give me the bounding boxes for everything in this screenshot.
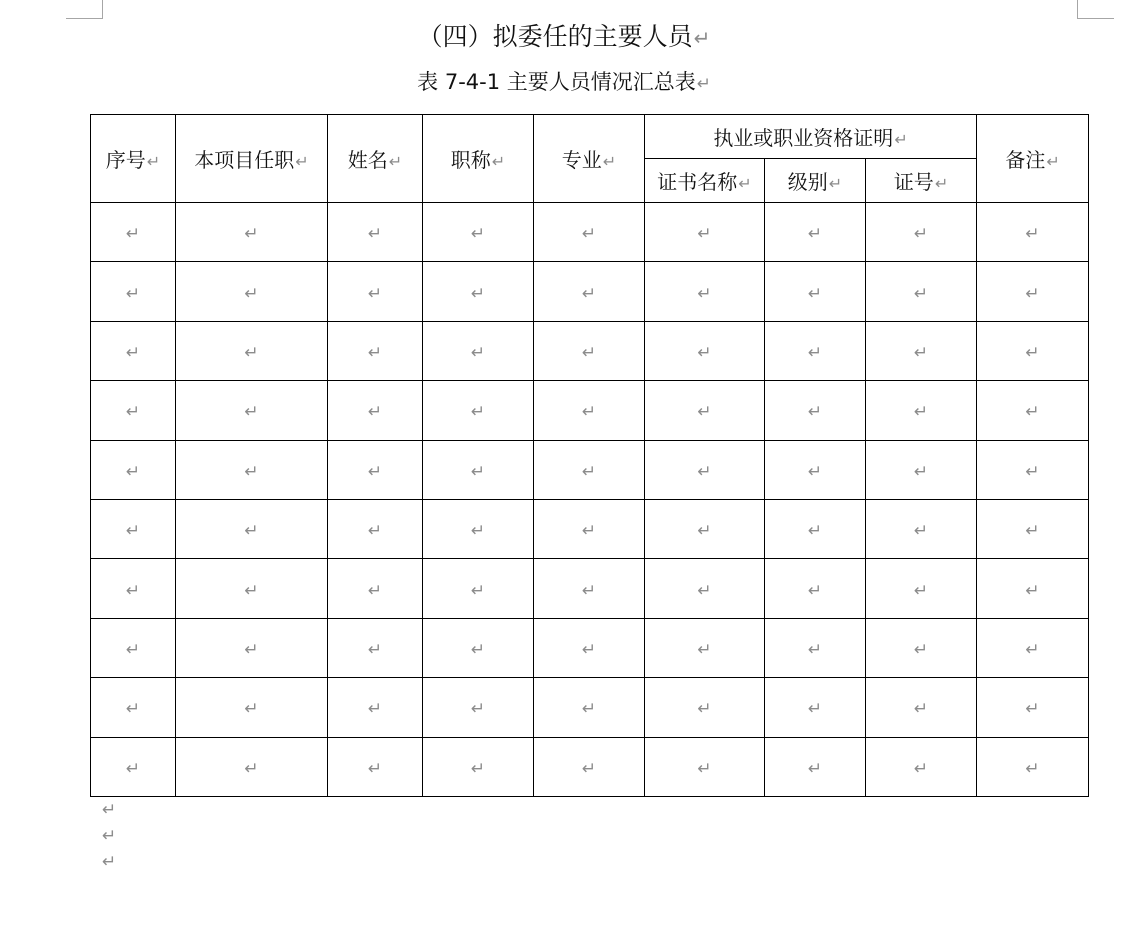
table-row	[91, 440, 1089, 499]
header-title: 职称↵	[423, 115, 534, 203]
paragraph-mark: ↵	[1025, 224, 1040, 245]
table-cell	[534, 203, 645, 262]
paragraph-mark: ↵	[367, 402, 383, 423]
table-cell	[328, 618, 423, 677]
paragraph-mark: ↵	[146, 152, 161, 171]
table-cell	[645, 737, 765, 796]
table-cell	[328, 678, 423, 737]
table-cell	[866, 737, 977, 796]
table-cell	[866, 678, 977, 737]
table-cell	[977, 262, 1089, 321]
table-cell	[765, 559, 866, 618]
header-qualification-group: 执业或职业资格证明↵	[645, 115, 977, 159]
table-row	[91, 618, 1089, 677]
paragraph-mark: ↵	[244, 224, 259, 245]
paragraph-mark: ↵	[367, 283, 383, 304]
paragraph-mark: ↵	[697, 639, 712, 660]
table-cell	[645, 559, 765, 618]
paragraph-mark: ↵	[581, 402, 597, 423]
paragraph-mark: ↵	[367, 224, 383, 245]
paragraph-mark: ↵	[1025, 639, 1040, 660]
paragraph-mark: ↵	[697, 699, 712, 720]
paragraph-mark: ↵	[470, 580, 486, 601]
paragraph-mark: ↵	[697, 521, 712, 542]
paragraph-mark: ↵	[1025, 342, 1040, 363]
paragraph-mark: ↵	[244, 342, 259, 363]
paragraph-mark: ↵	[102, 852, 117, 872]
paragraph-mark: ↵	[367, 758, 383, 779]
table-cell	[534, 618, 645, 677]
table-cell	[176, 618, 328, 677]
table-cell	[977, 381, 1089, 440]
paragraph-mark: ↵	[807, 402, 823, 423]
paragraph-mark: ↵	[1046, 152, 1060, 171]
paragraph-mark: ↵	[913, 699, 929, 720]
paragraph-mark: ↵	[581, 580, 597, 601]
paragraph-mark: ↵	[913, 580, 929, 601]
paragraph-mark: ↵	[244, 283, 259, 304]
table-row	[91, 203, 1089, 262]
table-cell	[328, 203, 423, 262]
header-index: 序号↵	[91, 115, 176, 203]
table-cell	[91, 499, 176, 558]
paragraph-mark: ↵	[581, 224, 597, 245]
table-cell	[423, 618, 534, 677]
paragraph-mark: ↵	[602, 152, 617, 171]
header-major: 专业↵	[534, 115, 645, 203]
paragraph-mark: ↵	[367, 342, 383, 363]
table-cell	[423, 440, 534, 499]
header-level: 级别↵	[765, 159, 866, 203]
table-cell	[91, 440, 176, 499]
table-cell	[534, 381, 645, 440]
table-cell	[866, 262, 977, 321]
table-cell	[423, 203, 534, 262]
paragraph-mark: ↵	[470, 283, 486, 304]
paragraph-mark: ↵	[470, 342, 486, 363]
paragraph-mark: ↵	[125, 639, 141, 660]
paragraph-mark: ↵	[697, 461, 712, 482]
table-cell	[176, 678, 328, 737]
table-cell	[176, 499, 328, 558]
table-cell	[176, 381, 328, 440]
table-cell	[423, 678, 534, 737]
paragraph-mark: ↵	[581, 758, 597, 779]
paragraph-mark: ↵	[807, 758, 823, 779]
table-cell	[645, 203, 765, 262]
table-cell	[866, 381, 977, 440]
paragraph-mark: ↵	[125, 224, 141, 245]
header-remarks: 备注↵	[977, 115, 1089, 203]
table-cell	[645, 618, 765, 677]
table-cell	[645, 440, 765, 499]
paragraph-mark: ↵	[738, 174, 752, 193]
table-cell	[866, 618, 977, 677]
table-cell	[765, 678, 866, 737]
table-cell	[328, 381, 423, 440]
table-cell	[765, 618, 866, 677]
table-cell	[328, 440, 423, 499]
table-cell	[765, 262, 866, 321]
table-cell	[91, 678, 176, 737]
table-cell	[765, 499, 866, 558]
table-cell	[328, 559, 423, 618]
paragraph-mark: ↵	[125, 699, 141, 720]
paragraph-mark: ↵	[807, 283, 823, 304]
paragraph-mark: ↵	[581, 699, 597, 720]
paragraph-mark: ↵	[697, 283, 712, 304]
table-row	[91, 559, 1089, 618]
table-cell	[977, 440, 1089, 499]
table-cell	[91, 618, 176, 677]
staff-summary-table	[90, 114, 1089, 797]
paragraph-mark: ↵	[125, 521, 141, 542]
table-cell	[423, 381, 534, 440]
paragraph-mark: ↵	[102, 800, 117, 820]
table-cell	[91, 381, 176, 440]
paragraph-mark: ↵	[913, 283, 929, 304]
paragraph-mark: ↵	[367, 639, 383, 660]
paragraph-mark: ↵	[581, 639, 597, 660]
table-cell	[176, 737, 328, 796]
paragraph-mark: ↵	[913, 639, 929, 660]
paragraph-mark: ↵	[913, 758, 929, 779]
paragraph-mark: ↵	[367, 521, 383, 542]
table-cell	[423, 262, 534, 321]
paragraph-mark: ↵	[470, 521, 486, 542]
paragraph-mark: ↵	[125, 342, 141, 363]
table-cell	[423, 321, 534, 380]
table-cell	[765, 440, 866, 499]
paragraph-mark: ↵	[697, 758, 712, 779]
paragraph-mark: ↵	[581, 342, 597, 363]
table-cell	[176, 203, 328, 262]
table-cell	[328, 262, 423, 321]
paragraph-mark: ↵	[697, 224, 712, 245]
table-cell	[534, 678, 645, 737]
paragraph-mark: ↵	[807, 699, 823, 720]
table-cell	[423, 499, 534, 558]
table-cell	[534, 559, 645, 618]
table-cell	[645, 262, 765, 321]
page-corner-mark-top-right	[1077, 0, 1114, 19]
table-cell	[866, 499, 977, 558]
table-cell	[866, 440, 977, 499]
table-cell	[977, 678, 1089, 737]
table-cell	[765, 321, 866, 380]
table-cell	[645, 321, 765, 380]
table-row	[91, 678, 1089, 737]
table-cell	[423, 737, 534, 796]
table-cell	[176, 262, 328, 321]
table-cell	[645, 381, 765, 440]
table-cell	[534, 262, 645, 321]
paragraph-mark: ↵	[295, 152, 309, 171]
paragraph-mark: ↵	[244, 758, 259, 779]
table-cell	[977, 321, 1089, 380]
table-cell	[645, 678, 765, 737]
table-cell	[91, 737, 176, 796]
paragraph-mark: ↵	[807, 224, 823, 245]
paragraph-mark: ↵	[807, 580, 823, 601]
paragraph-mark: ↵	[913, 521, 929, 542]
paragraph-mark: ↵	[470, 699, 486, 720]
paragraph-mark: ↵	[894, 130, 908, 149]
header-position: 本项目任职↵	[176, 115, 328, 203]
paragraph-mark: ↵	[807, 639, 823, 660]
paragraph-mark: ↵	[367, 461, 383, 482]
paragraph-mark: ↵	[913, 342, 929, 363]
paragraph-mark: ↵	[807, 461, 823, 482]
paragraph-mark: ↵	[470, 461, 486, 482]
table-cell	[176, 440, 328, 499]
paragraph-mark: ↵	[581, 283, 597, 304]
paragraph-mark: ↵	[244, 639, 259, 660]
paragraph-mark: ↵	[470, 758, 486, 779]
paragraph-mark: ↵	[244, 699, 259, 720]
table-cell	[534, 321, 645, 380]
paragraph-mark: ↵	[581, 461, 597, 482]
paragraph-mark: ↵	[125, 402, 141, 423]
paragraph-mark: ↵	[367, 699, 383, 720]
table-cell	[866, 203, 977, 262]
header-cert-name: 证书名称↵	[645, 159, 765, 203]
header-name: 姓名↵	[328, 115, 423, 203]
paragraph-mark: ↵	[470, 402, 486, 423]
table-cell	[328, 321, 423, 380]
table-body	[91, 203, 1089, 797]
table-cell	[866, 559, 977, 618]
paragraph-mark: ↵	[828, 174, 843, 193]
table-cell	[977, 499, 1089, 558]
table-cell	[765, 737, 866, 796]
table-cell	[977, 737, 1089, 796]
paragraph-mark: ↵	[367, 580, 383, 601]
table-cell	[176, 321, 328, 380]
paragraph-mark: ↵	[244, 402, 259, 423]
paragraph-mark: ↵	[913, 402, 929, 423]
table-cell	[328, 737, 423, 796]
table-caption: 表 7-4-1 主要人员情况汇总表	[417, 70, 696, 94]
paragraph-mark: ↵	[1025, 402, 1040, 423]
table-cell	[176, 559, 328, 618]
paragraph-mark: ↵	[697, 342, 712, 363]
table-cell	[977, 203, 1089, 262]
table-row	[91, 381, 1089, 440]
table-row	[91, 499, 1089, 558]
table-row	[91, 737, 1089, 796]
paragraph-mark: ↵	[491, 152, 506, 171]
paragraph-mark: ↵	[1025, 699, 1040, 720]
paragraph-mark: ↵	[1025, 580, 1040, 601]
header-cert-no: 证号↵	[866, 159, 977, 203]
header-row	[91, 115, 1089, 159]
table-cell	[534, 499, 645, 558]
paragraph-mark: ↵	[697, 402, 712, 423]
paragraph-mark: ↵	[581, 521, 597, 542]
paragraph-mark: ↵	[693, 26, 711, 50]
paragraph-mark: ↵	[388, 152, 403, 171]
paragraph-mark: ↵	[244, 580, 259, 601]
paragraph-mark: ↵	[807, 521, 823, 542]
paragraph-mark: ↵	[913, 461, 929, 482]
paragraph-mark: ↵	[244, 521, 259, 542]
paragraph-mark: ↵	[696, 73, 711, 93]
table-cell	[423, 559, 534, 618]
paragraph-mark: ↵	[697, 580, 712, 601]
paragraph-mark: ↵	[244, 461, 259, 482]
table-cell	[91, 203, 176, 262]
table-cell	[977, 618, 1089, 677]
paragraph-mark: ↵	[125, 461, 141, 482]
paragraph-mark: ↵	[470, 639, 486, 660]
section-title-line	[0, 19, 1128, 56]
paragraph-mark: ↵	[1025, 521, 1040, 542]
table-cell	[91, 559, 176, 618]
table-cell	[534, 737, 645, 796]
paragraph-mark: ↵	[125, 580, 141, 601]
paragraph-mark: ↵	[470, 224, 486, 245]
paragraph-mark: ↵	[807, 342, 823, 363]
page-corner-mark-top-left	[66, 0, 103, 19]
paragraph-mark: ↵	[1025, 283, 1040, 304]
table-cell	[765, 381, 866, 440]
paragraph-mark: ↵	[102, 826, 117, 846]
paragraph-mark: ↵	[1025, 758, 1040, 779]
section-title: （四）拟委任的主要人员	[417, 22, 693, 51]
table-row	[91, 321, 1089, 380]
table-cell	[645, 499, 765, 558]
table-cell	[866, 321, 977, 380]
table-cell	[977, 559, 1089, 618]
table-cell	[765, 203, 866, 262]
table-row	[91, 262, 1089, 321]
paragraph-mark: ↵	[934, 174, 949, 193]
paragraph-mark: ↵	[1025, 461, 1040, 482]
paragraph-mark: ↵	[913, 224, 929, 245]
table-caption-line	[0, 66, 1128, 99]
table-cell	[534, 440, 645, 499]
table-cell	[328, 499, 423, 558]
paragraph-mark: ↵	[125, 283, 141, 304]
table-cell	[91, 321, 176, 380]
paragraph-mark: ↵	[125, 758, 141, 779]
table-cell	[91, 262, 176, 321]
